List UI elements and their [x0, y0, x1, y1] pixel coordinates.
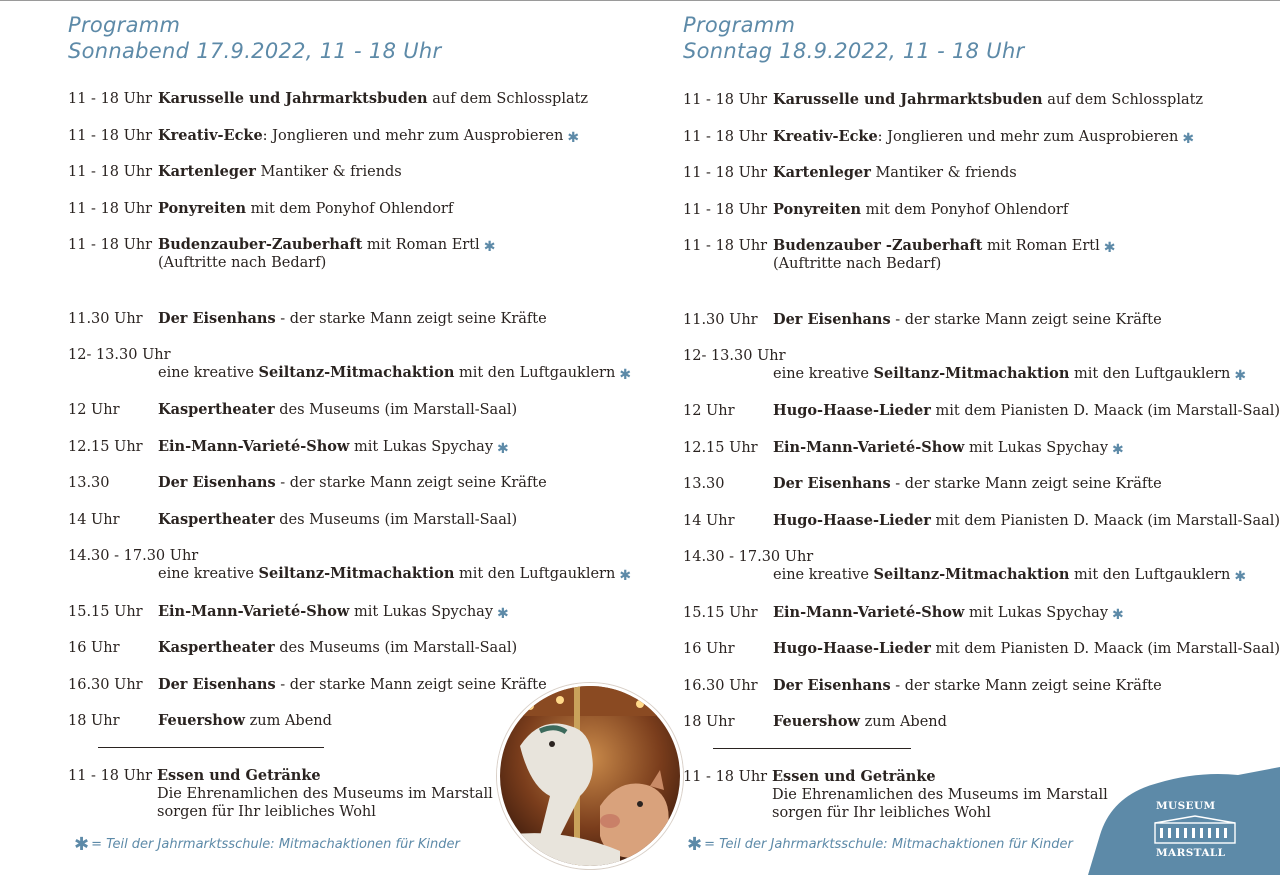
row-time: 16 Uhr [683, 641, 735, 657]
row-prefix: eine kreative [158, 566, 259, 582]
sunday-legend [687, 832, 1073, 853]
row-description [773, 713, 947, 731]
row-time: 15.15 Uhr [683, 605, 758, 621]
row-time: 14 Uhr [683, 513, 735, 529]
row-time: 14 Uhr [68, 512, 120, 528]
row-description [158, 511, 517, 529]
star-icon: ✱ [619, 367, 632, 383]
row-time: 11.30 Uhr [68, 311, 143, 327]
row-detail: - der starke Mann zeigt seine Kräfte [275, 475, 547, 491]
star-icon: ✱ [1182, 131, 1195, 147]
row-description [773, 566, 1246, 584]
saturday-legend [74, 832, 460, 853]
row-title: Hugo-Haase-Lieder [773, 512, 931, 529]
row-title: Kreativ-Ecke [158, 127, 263, 144]
row-detail: : Jonglieren und mehr zum Ausprobieren [262, 128, 564, 144]
row-description [158, 200, 453, 218]
row-description [158, 163, 402, 181]
row-title: Ponyreiten [158, 200, 246, 217]
row-note: (Auftritte nach Bedarf) [158, 255, 327, 271]
row-detail: Mantiker & friends [255, 164, 402, 180]
row-description [773, 439, 1124, 457]
row-description [773, 604, 1124, 622]
star-icon: ✱ [1234, 569, 1247, 585]
row-title: Kaspertheater [158, 401, 275, 418]
row-description [158, 712, 332, 730]
row-description [773, 640, 1280, 658]
row-title: Kaspertheater [158, 511, 275, 528]
row-description [158, 565, 631, 583]
row-description [158, 603, 509, 621]
row-title: Der Eisenhans [773, 677, 891, 694]
row-time: 12 Uhr [68, 402, 120, 418]
row-detail: mit den Luftgauklern [1069, 366, 1231, 382]
row-detail: auf dem Schlossplatz [427, 91, 589, 107]
food-line3: sorgen für Ihr leibliches Wohl [157, 804, 376, 820]
row-description [158, 639, 517, 657]
row-description [773, 201, 1068, 219]
sunday-program [683, 0, 1280, 875]
row-detail: - der starke Mann zeigt seine Kräfte [890, 312, 1162, 328]
food-desc [772, 768, 1108, 822]
row-detail: : Jonglieren und mehr zum Ausprobieren [877, 129, 1179, 145]
row-description [158, 474, 547, 492]
row-title: Hugo-Haase-Lieder [773, 640, 931, 657]
row-title: Der Eisenhans [158, 310, 276, 327]
sunday-heading-line1: Programm [683, 13, 796, 37]
row-description [158, 676, 547, 694]
food-line2: Die Ehrenamlichen des Museums im Marstall [157, 786, 493, 802]
row-detail: - der starke Mann zeigt seine Kräfte [890, 678, 1162, 694]
row-title: Seiltanz-Mitmachaktion [258, 364, 455, 381]
sunday-divider [713, 748, 911, 749]
legend-text: = Teil der Jahrmarktsschule: Mitmachaktionen für Kinder [704, 837, 1073, 852]
row-title: Der Eisenhans [773, 475, 891, 492]
row-time: 11 - 18 Uhr [68, 164, 153, 180]
row-prefix: eine kreative [773, 567, 874, 583]
row-detail: zum Abend [860, 714, 947, 730]
row-title: Kreativ-Ecke [773, 128, 878, 145]
star-icon: ✱ [687, 834, 703, 855]
row-title: Karusselle und Jahrmarktsbuden [158, 90, 428, 107]
row-detail: Mantiker & friends [870, 165, 1017, 181]
row-detail: des Museums (im Marstall-Saal) [274, 640, 518, 656]
row-note: (Auftritte nach Bedarf) [773, 256, 942, 272]
row-detail: des Museums (im Marstall-Saal) [274, 512, 518, 528]
row-title: Ponyreiten [773, 201, 861, 218]
row-title: Der Eisenhans [158, 676, 276, 693]
row-time: 11 - 18 Uhr [68, 91, 153, 107]
logo-top-text: MUSEUM [1156, 800, 1216, 812]
row-description [158, 401, 517, 419]
row-detail: - der starke Mann zeigt seine Kräfte [275, 677, 547, 693]
row-description [773, 677, 1162, 695]
row-time: 11 - 18 Uhr [68, 201, 153, 217]
row-time: 12.15 Uhr [683, 440, 758, 456]
carousel-horse-pig-icon [500, 686, 680, 866]
row-title: Kartenleger [773, 164, 871, 181]
row-time: 11 - 18 Uhr [683, 92, 768, 108]
star-icon: ✱ [1103, 240, 1116, 256]
row-description [773, 237, 1115, 273]
row-description [773, 512, 1280, 530]
row-detail: mit dem Pianisten D. Maack (im Marstall-Saal) [930, 403, 1280, 419]
row-detail: mit Lukas Spychay [349, 604, 494, 620]
row-time: 11 - 18 Uhr [683, 129, 768, 145]
row-description [773, 402, 1280, 420]
row-title: Ein-Mann-Varieté-Show [158, 603, 350, 620]
carousel-photo [497, 683, 683, 869]
row-description [158, 438, 509, 456]
row-detail: mit Lukas Spychay [964, 605, 1109, 621]
row-detail: auf dem Schlossplatz [1042, 92, 1204, 108]
row-time: 14.30 - 17.30 Uhr [683, 549, 814, 565]
row-description [773, 128, 1194, 146]
row-time: 11 - 18 Uhr [683, 165, 768, 181]
food-line3: sorgen für Ihr leibliches Wohl [772, 805, 991, 821]
row-title: Feuershow [158, 712, 245, 729]
row-title: Feuershow [773, 713, 860, 730]
row-time: 12- 13.30 Uhr [683, 348, 786, 364]
row-description [773, 164, 1017, 182]
row-detail: mit Lukas Spychay [349, 439, 494, 455]
star-icon: ✱ [483, 239, 496, 255]
row-title: Seiltanz-Mitmachaktion [873, 566, 1070, 583]
row-detail: mit Roman Ertl [982, 238, 1100, 254]
row-title: Karusselle und Jahrmarktsbuden [773, 91, 1043, 108]
row-title: Budenzauber-Zauberhaft [158, 236, 363, 253]
food-title: Essen und Getränke [772, 768, 936, 785]
row-title: Kartenleger [158, 163, 256, 180]
sunday-heading-line2: Sonntag 18.9.2022, 11 - 18 Uhr [683, 39, 1025, 63]
row-prefix: eine kreative [158, 365, 259, 381]
row-title: Seiltanz-Mitmachaktion [258, 565, 455, 582]
museum-marstall-logo [1088, 765, 1280, 875]
row-time: 11 - 18 Uhr [683, 238, 768, 254]
star-icon: ✱ [619, 568, 632, 584]
row-title: Kaspertheater [158, 639, 275, 656]
row-title: Hugo-Haase-Lieder [773, 402, 931, 419]
row-detail: zum Abend [245, 713, 332, 729]
row-description [158, 364, 631, 382]
row-detail: mit dem Ponyhof Ohlendorf [246, 201, 454, 217]
row-time: 18 Uhr [68, 713, 120, 729]
row-time: 14.30 - 17.30 Uhr [68, 548, 199, 564]
row-detail: - der starke Mann zeigt seine Kräfte [275, 311, 547, 327]
row-description [158, 236, 495, 272]
star-icon: ✱ [1112, 442, 1124, 458]
row-description [773, 475, 1162, 493]
sunday-heading [683, 12, 1025, 64]
row-title: Seiltanz-Mitmachaktion [873, 365, 1070, 382]
row-description [773, 365, 1246, 383]
row-time: 13.30 [683, 476, 725, 492]
saturday-heading [68, 12, 441, 64]
star-icon: ✱ [1234, 368, 1247, 384]
row-title: Ein-Mann-Varieté-Show [158, 438, 350, 455]
food-time: 11 - 18 Uhr [683, 769, 768, 785]
row-description [773, 91, 1203, 109]
food-time: 11 - 18 Uhr [68, 768, 153, 784]
row-time: 11.30 Uhr [683, 312, 758, 328]
row-detail: mit den Luftgauklern [1069, 567, 1231, 583]
row-detail: mit den Luftgauklern [454, 365, 616, 381]
row-time: 11 - 18 Uhr [68, 237, 153, 253]
saturday-heading-line2: Sonnabend 17.9.2022, 11 - 18 Uhr [68, 39, 442, 63]
legend-text: = Teil der Jahrmarktsschule: Mitmachaktionen für Kinder [91, 837, 460, 852]
star-icon: ✱ [497, 606, 509, 622]
row-description [158, 310, 547, 328]
row-time: 15.15 Uhr [68, 604, 143, 620]
star-icon: ✱ [567, 130, 580, 146]
row-time: 16 Uhr [68, 640, 120, 656]
row-title: Budenzauber -Zauberhaft [773, 237, 983, 254]
star-icon: ✱ [497, 441, 509, 457]
saturday-divider [98, 747, 324, 748]
saturday-heading-line1: Programm [68, 13, 181, 37]
star-icon: ✱ [74, 834, 90, 855]
row-time: 11 - 18 Uhr [68, 128, 153, 144]
row-title: Der Eisenhans [158, 474, 276, 491]
row-title: Ein-Mann-Varieté-Show [773, 439, 965, 456]
row-detail: - der starke Mann zeigt seine Kräfte [890, 476, 1162, 492]
row-detail: mit den Luftgauklern [454, 566, 616, 582]
row-time: 12- 13.30 Uhr [68, 347, 171, 363]
castle-building-icon [1154, 815, 1236, 845]
row-detail: des Museums (im Marstall-Saal) [274, 402, 518, 418]
row-detail: mit dem Pianisten D. Maack (im Marstall-Saal) [930, 641, 1280, 657]
row-detail: mit dem Ponyhof Ohlendorf [861, 202, 1069, 218]
row-detail: mit Roman Ertl [362, 237, 480, 253]
row-description [158, 90, 588, 108]
row-title: Der Eisenhans [773, 311, 891, 328]
row-detail: mit Lukas Spychay [964, 440, 1109, 456]
row-time: 18 Uhr [683, 714, 735, 730]
food-line2: Die Ehrenamlichen des Museums im Marstall [772, 787, 1108, 803]
row-time: 13.30 [68, 475, 110, 491]
star-icon: ✱ [1112, 607, 1124, 623]
logo-bottom-text: MARSTALL [1156, 847, 1226, 859]
row-time: 16.30 Uhr [683, 678, 758, 694]
row-detail: mit dem Pianisten D. Maack (im Marstall-Saal) [930, 513, 1280, 529]
row-description [158, 127, 579, 145]
row-title: Ein-Mann-Varieté-Show [773, 604, 965, 621]
row-prefix: eine kreative [773, 366, 874, 382]
row-description [773, 311, 1162, 329]
row-time: 16.30 Uhr [68, 677, 143, 693]
row-time: 12 Uhr [683, 403, 735, 419]
row-time: 12.15 Uhr [68, 439, 143, 455]
food-desc [157, 767, 493, 821]
row-time: 11 - 18 Uhr [683, 202, 768, 218]
food-title: Essen und Getränke [157, 767, 321, 784]
